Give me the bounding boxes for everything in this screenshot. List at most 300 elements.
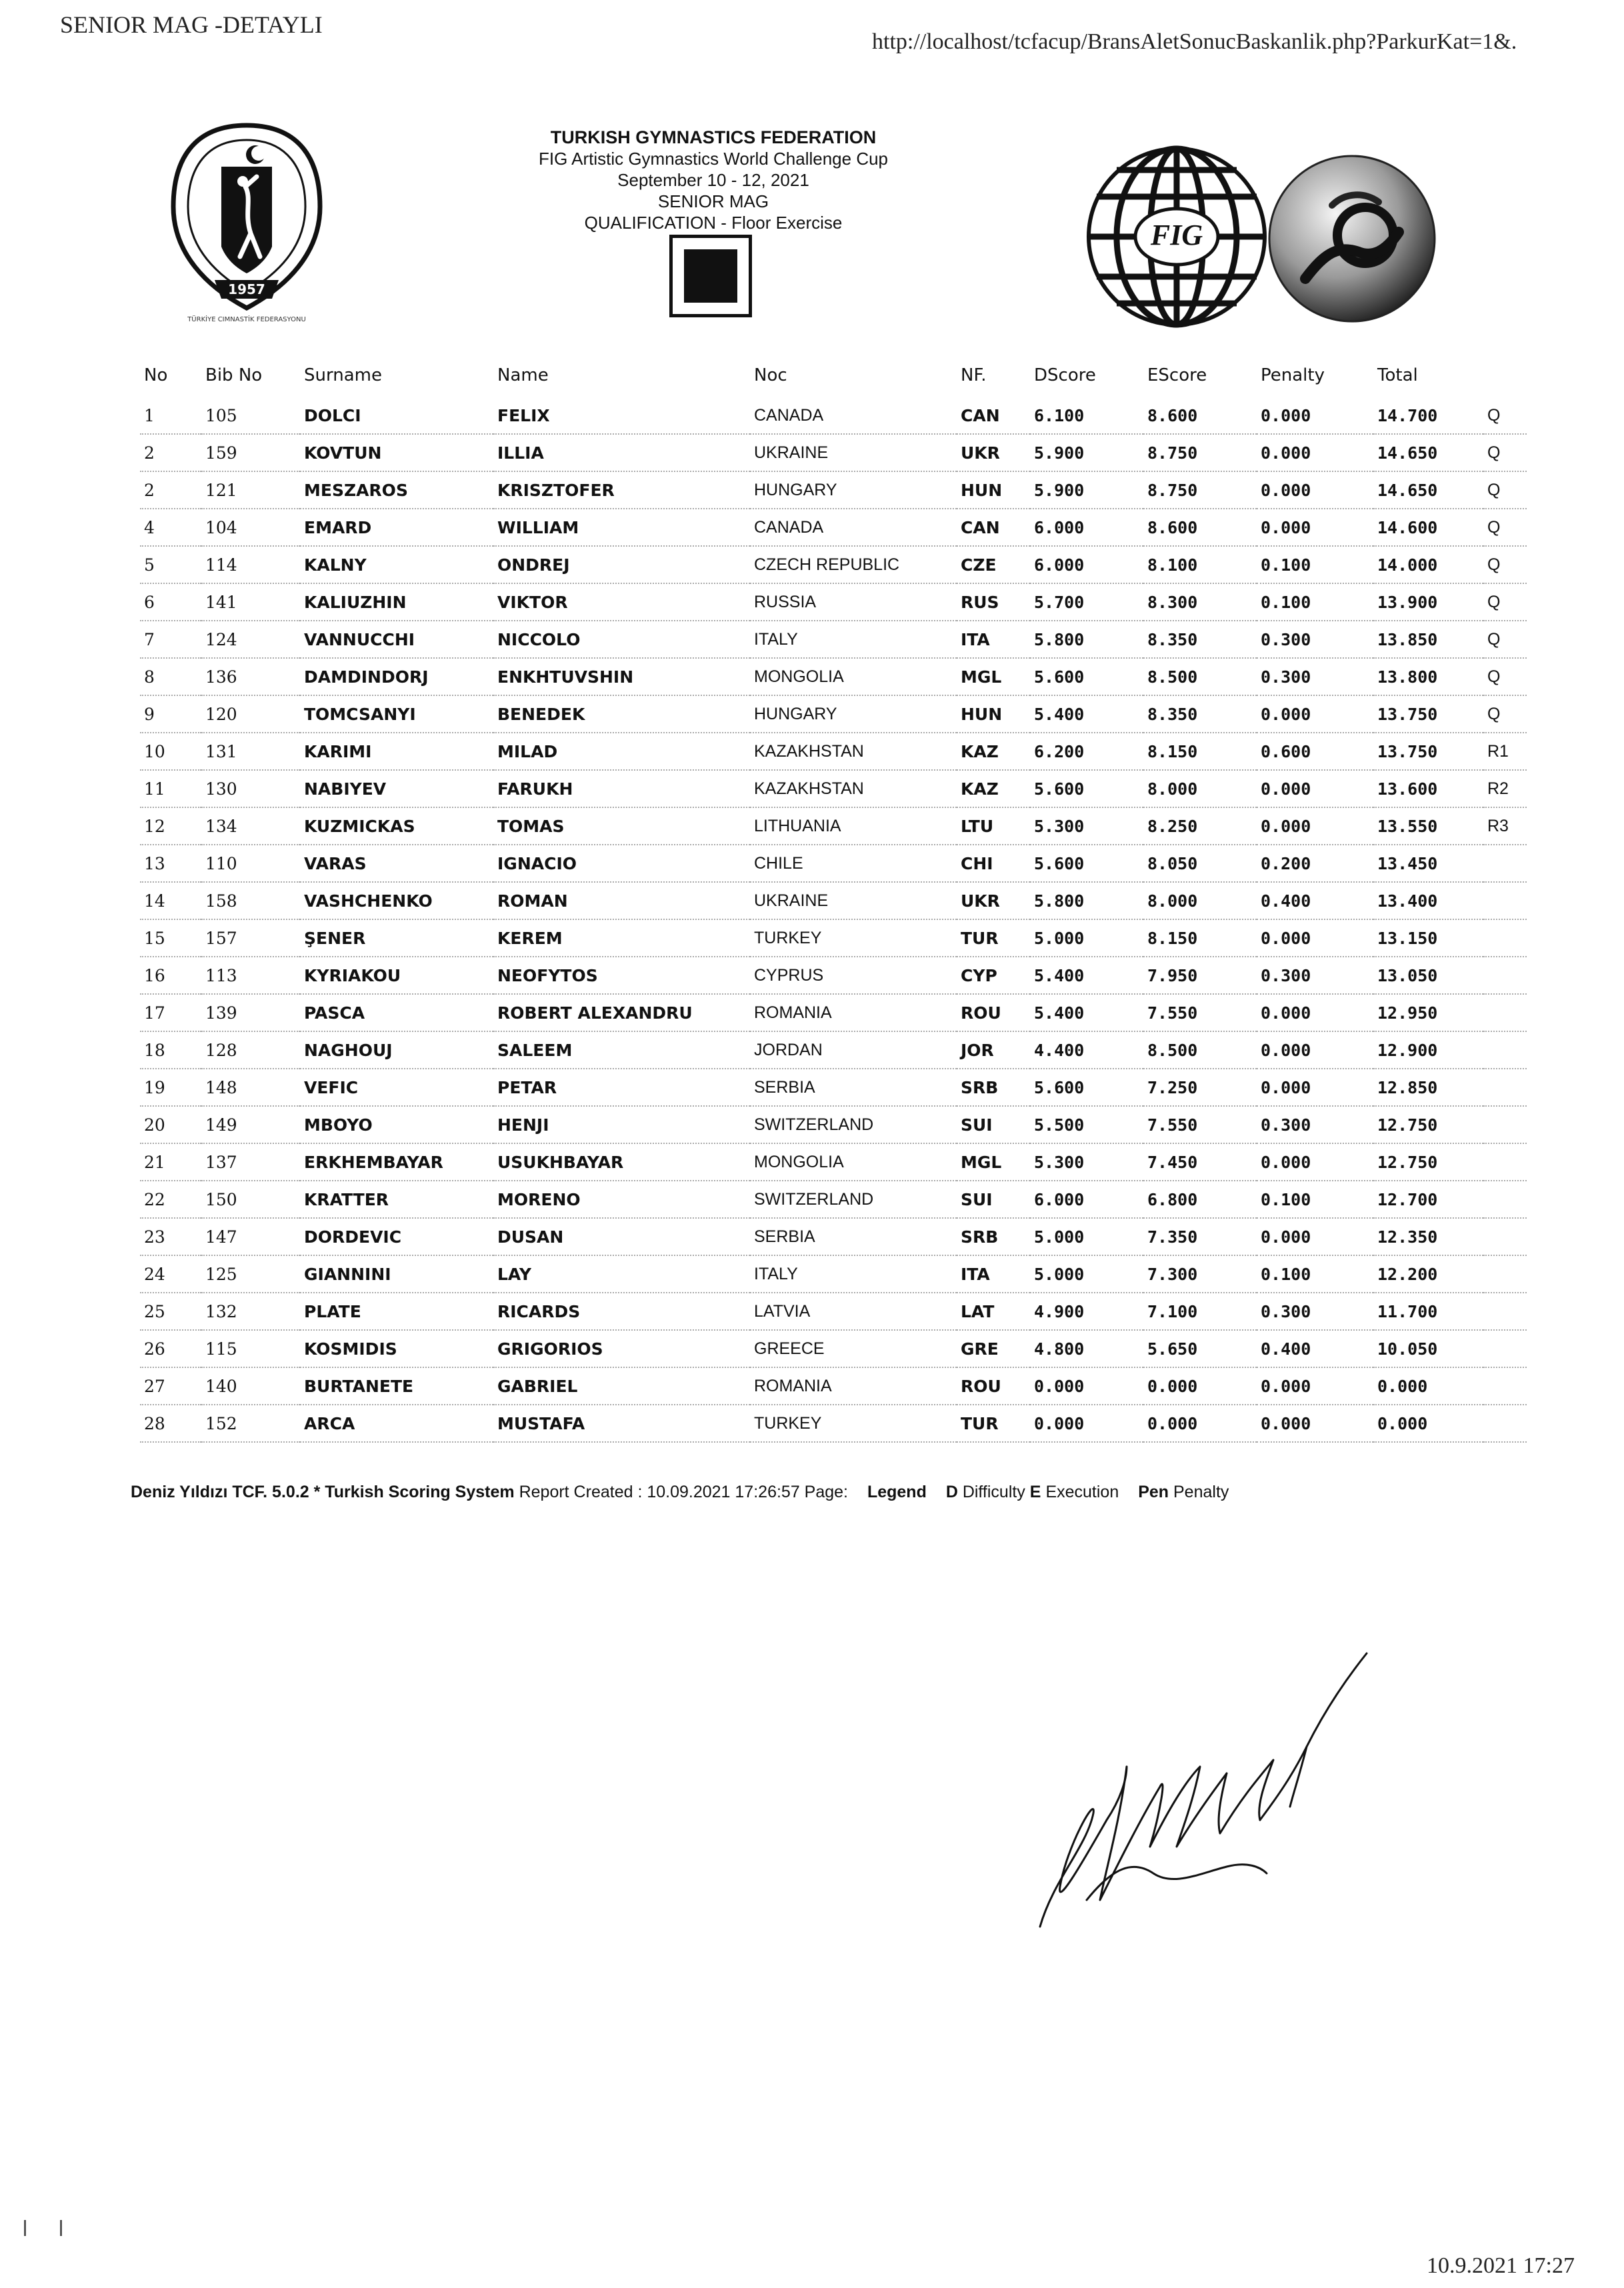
penalty-cell: 0.000	[1257, 434, 1373, 471]
legend-pen-text: Penalty	[1173, 1483, 1229, 1501]
surname-cell: BURTANETE	[300, 1367, 493, 1405]
dscore-cell: 6.000	[1030, 509, 1143, 546]
name-cell: NICCOLO	[493, 621, 750, 658]
rank-cell: 6	[140, 583, 201, 621]
dscore-cell: 5.000	[1030, 919, 1143, 957]
fig-logo-text: FIG	[1150, 219, 1203, 251]
margin-mark	[24, 2220, 26, 2236]
name-cell: VIKTOR	[493, 583, 750, 621]
surname-cell: VEFIC	[300, 1069, 493, 1106]
phase: QUALIFICATION - Floor Exercise	[584, 213, 843, 233]
qualification-cell: R1	[1483, 733, 1527, 770]
name-cell: SALEEM	[493, 1031, 750, 1069]
qualification-cell: Q	[1483, 471, 1527, 509]
dscore-cell: 4.900	[1030, 1293, 1143, 1330]
surname-cell: PLATE	[300, 1293, 493, 1330]
total-cell: 10.050	[1373, 1330, 1483, 1367]
rank-cell: 4	[140, 509, 201, 546]
surname-cell: DAMDINDORJ	[300, 658, 493, 695]
noc-cell: UKRAINE	[750, 434, 957, 471]
penalty-cell: 0.300	[1257, 957, 1373, 994]
escore-cell: 8.150	[1143, 733, 1257, 770]
dscore-cell: 5.600	[1030, 770, 1143, 807]
surname-cell: DORDEVIC	[300, 1218, 493, 1255]
name-cell: MORENO	[493, 1181, 750, 1218]
table-row	[140, 1293, 1527, 1330]
bib-cell: 137	[201, 1143, 300, 1181]
dscore-cell: 5.600	[1030, 1069, 1143, 1106]
noc-cell: JORDAN	[750, 1031, 957, 1069]
qualification-cell	[1483, 1106, 1527, 1143]
name-cell: FELIX	[493, 397, 750, 434]
name-cell: DUSAN	[493, 1218, 750, 1255]
qualification-cell	[1483, 1367, 1527, 1405]
table-row	[140, 1330, 1527, 1367]
total-cell: 12.750	[1373, 1106, 1483, 1143]
nf-cell: MGL	[957, 658, 1030, 695]
nf-cell: HUN	[957, 695, 1030, 733]
nf-cell: HUN	[957, 471, 1030, 509]
rank-cell: 25	[140, 1293, 201, 1330]
name-cell: MUSTAFA	[493, 1405, 750, 1442]
legend-d-text: Difficulty	[962, 1483, 1025, 1501]
nf-cell: SUI	[957, 1181, 1030, 1218]
surname-cell: ARCA	[300, 1405, 493, 1442]
bib-cell: 105	[201, 397, 300, 434]
dscore-cell: 0.000	[1030, 1405, 1143, 1442]
nf-cell: ITA	[957, 621, 1030, 658]
nf-cell: UKR	[957, 434, 1030, 471]
qualification-cell	[1483, 994, 1527, 1031]
noc-cell: SERBIA	[750, 1218, 957, 1255]
logo-year: 1957	[228, 281, 265, 297]
dscore-cell: 0.000	[1030, 1367, 1143, 1405]
rank-cell: 23	[140, 1218, 201, 1255]
penalty-cell: 0.300	[1257, 1106, 1373, 1143]
noc-cell: SERBIA	[750, 1069, 957, 1106]
rank-cell: 20	[140, 1106, 201, 1143]
print-timestamp: 10.9.2021 17:27	[1427, 2253, 1575, 2278]
column-header: No	[144, 365, 168, 385]
rank-cell: 24	[140, 1255, 201, 1293]
bib-cell: 125	[201, 1255, 300, 1293]
table-row	[140, 695, 1527, 733]
qualification-cell: Q	[1483, 546, 1527, 583]
total-cell: 11.700	[1373, 1293, 1483, 1330]
table-row	[140, 770, 1527, 807]
nf-cell: JOR	[957, 1031, 1030, 1069]
surname-cell: TOMCSANYI	[300, 695, 493, 733]
nf-cell: KAZ	[957, 733, 1030, 770]
bib-cell: 134	[201, 807, 300, 845]
rank-cell: 5	[140, 546, 201, 583]
penalty-cell: 0.000	[1257, 919, 1373, 957]
penalty-cell: 0.000	[1257, 1069, 1373, 1106]
table-row	[140, 1031, 1527, 1069]
name-cell: RICARDS	[493, 1293, 750, 1330]
bib-cell: 120	[201, 695, 300, 733]
penalty-cell: 0.000	[1257, 1031, 1373, 1069]
table-row	[140, 658, 1527, 695]
penalty-cell: 0.400	[1257, 882, 1373, 919]
noc-cell: LATVIA	[750, 1293, 957, 1330]
qualification-cell: Q	[1483, 658, 1527, 695]
escore-cell: 5.650	[1143, 1330, 1257, 1367]
dscore-cell: 5.600	[1030, 845, 1143, 882]
table-row	[140, 1143, 1527, 1181]
qualification-cell: Q	[1483, 621, 1527, 658]
table-row	[140, 1367, 1527, 1405]
report-header	[513, 127, 913, 233]
dscore-cell: 5.400	[1030, 957, 1143, 994]
rank-cell: 13	[140, 845, 201, 882]
escore-cell: 8.100	[1143, 546, 1257, 583]
logo-ring-text: TÜRKİYE CIMNASTİK FEDERASYONU	[187, 316, 306, 323]
name-cell: BENEDEK	[493, 695, 750, 733]
name-cell: WILLIAM	[493, 509, 750, 546]
federation-name: TURKISH GYMNASTICS FEDERATION	[550, 127, 877, 147]
escore-cell: 7.550	[1143, 1106, 1257, 1143]
penalty-cell: 0.000	[1257, 1405, 1373, 1442]
noc-cell: CZECH REPUBLIC	[750, 546, 957, 583]
noc-cell: ITALY	[750, 621, 957, 658]
rank-cell: 28	[140, 1405, 201, 1442]
rank-cell: 12	[140, 807, 201, 845]
rank-cell: 8	[140, 658, 201, 695]
escore-cell: 7.350	[1143, 1218, 1257, 1255]
escore-cell: 8.500	[1143, 658, 1257, 695]
rank-cell: 27	[140, 1367, 201, 1405]
event-dates: September 10 - 12, 2021	[617, 170, 809, 190]
surname-cell: PASCA	[300, 994, 493, 1031]
noc-cell: HUNGARY	[750, 695, 957, 733]
escore-cell: 8.000	[1143, 770, 1257, 807]
dscore-cell: 5.700	[1030, 583, 1143, 621]
total-cell: 14.700	[1373, 397, 1483, 434]
report-created: Report Created : 10.09.2021 17:26:57 Page:	[519, 1483, 848, 1501]
rank-cell: 14	[140, 882, 201, 919]
escore-cell: 7.950	[1143, 957, 1257, 994]
signature-graphic	[1027, 1647, 1387, 1940]
column-header: Surname	[304, 365, 382, 385]
dscore-cell: 5.800	[1030, 882, 1143, 919]
table-body	[140, 397, 1527, 1442]
penalty-cell: 0.000	[1257, 1367, 1373, 1405]
bib-cell: 104	[201, 509, 300, 546]
surname-cell: KOSMIDIS	[300, 1330, 493, 1367]
surname-cell: EMARD	[300, 509, 493, 546]
total-cell: 13.150	[1373, 919, 1483, 957]
noc-cell: SWITZERLAND	[750, 1106, 957, 1143]
rank-cell: 2	[140, 471, 201, 509]
column-header: EScore	[1147, 365, 1207, 385]
escore-cell: 7.100	[1143, 1293, 1257, 1330]
bib-cell: 115	[201, 1330, 300, 1367]
qualification-cell: R3	[1483, 807, 1527, 845]
total-cell: 13.600	[1373, 770, 1483, 807]
penalty-cell: 0.000	[1257, 471, 1373, 509]
rank-cell: 18	[140, 1031, 201, 1069]
name-cell: NEOFYTOS	[493, 957, 750, 994]
report-footer	[131, 1483, 1229, 1502]
penalty-cell: 0.000	[1257, 397, 1373, 434]
noc-cell: KAZAKHSTAN	[750, 770, 957, 807]
total-cell: 14.650	[1373, 471, 1483, 509]
penalty-cell: 0.400	[1257, 1330, 1373, 1367]
total-cell: 12.700	[1373, 1181, 1483, 1218]
dscore-cell: 5.900	[1030, 434, 1143, 471]
qualification-cell: Q	[1483, 434, 1527, 471]
penalty-cell: 0.100	[1257, 583, 1373, 621]
penalty-cell: 0.100	[1257, 1181, 1373, 1218]
rank-cell: 10	[140, 733, 201, 770]
escore-cell: 8.600	[1143, 397, 1257, 434]
nf-cell: SUI	[957, 1106, 1030, 1143]
noc-cell: KAZAKHSTAN	[750, 733, 957, 770]
escore-cell: 6.800	[1143, 1181, 1257, 1218]
surname-cell: KRATTER	[300, 1181, 493, 1218]
noc-cell: SWITZERLAND	[750, 1181, 957, 1218]
qualification-cell	[1483, 1218, 1527, 1255]
table-row	[140, 807, 1527, 845]
rank-cell: 7	[140, 621, 201, 658]
total-cell: 12.900	[1373, 1031, 1483, 1069]
total-cell: 12.200	[1373, 1255, 1483, 1293]
bib-cell: 139	[201, 994, 300, 1031]
total-cell: 14.600	[1373, 509, 1483, 546]
bib-cell: 124	[201, 621, 300, 658]
noc-cell: ROMANIA	[750, 1367, 957, 1405]
signature	[1027, 1647, 1387, 1943]
surname-cell: KALNY	[300, 546, 493, 583]
penalty-cell: 0.300	[1257, 658, 1373, 695]
name-cell: FARUKH	[493, 770, 750, 807]
column-header: NF.	[961, 365, 987, 385]
dscore-cell: 5.500	[1030, 1106, 1143, 1143]
total-cell: 13.400	[1373, 882, 1483, 919]
name-cell: ONDREJ	[493, 546, 750, 583]
surname-cell: DOLCI	[300, 397, 493, 434]
software-name: Deniz Yıldızı TCF. 5.0.2 * Turkish Scoring System	[131, 1483, 515, 1501]
table-row	[140, 994, 1527, 1031]
column-header: Bib No	[205, 365, 263, 385]
bib-cell: 140	[201, 1367, 300, 1405]
results-table	[140, 353, 1527, 1443]
margin-mark	[60, 2220, 62, 2236]
bib-cell: 157	[201, 919, 300, 957]
qualification-cell	[1483, 1069, 1527, 1106]
nf-cell: CAN	[957, 509, 1030, 546]
table-row	[140, 1069, 1527, 1106]
table-row	[140, 882, 1527, 919]
bib-cell: 121	[201, 471, 300, 509]
table-row	[140, 1106, 1527, 1143]
print-title: SENIOR MAG -DETAYLI	[60, 11, 323, 38]
dscore-cell: 5.400	[1030, 994, 1143, 1031]
table-row	[140, 1181, 1527, 1218]
rank-cell: 21	[140, 1143, 201, 1181]
qualification-cell: R2	[1483, 770, 1527, 807]
total-cell: 14.650	[1373, 434, 1483, 471]
bib-cell: 114	[201, 546, 300, 583]
noc-cell: CHILE	[750, 845, 957, 882]
total-cell: 13.850	[1373, 621, 1483, 658]
table-row	[140, 546, 1527, 583]
total-cell: 12.950	[1373, 994, 1483, 1031]
noc-cell: MONGOLIA	[750, 1143, 957, 1181]
qualification-cell	[1483, 1293, 1527, 1330]
surname-cell: GIANNINI	[300, 1255, 493, 1293]
total-cell: 13.900	[1373, 583, 1483, 621]
rank-cell: 2	[140, 434, 201, 471]
escore-cell: 8.250	[1143, 807, 1257, 845]
qualification-cell	[1483, 1330, 1527, 1367]
qualification-cell	[1483, 919, 1527, 957]
qualification-cell: Q	[1483, 509, 1527, 546]
penalty-cell: 0.000	[1257, 807, 1373, 845]
escore-cell: 8.050	[1143, 845, 1257, 882]
rank-cell: 11	[140, 770, 201, 807]
escore-cell: 8.600	[1143, 509, 1257, 546]
penalty-cell: 0.100	[1257, 1255, 1373, 1293]
escore-cell: 7.450	[1143, 1143, 1257, 1181]
noc-cell: ROMANIA	[750, 994, 957, 1031]
escore-cell: 8.500	[1143, 1031, 1257, 1069]
nf-cell: SRB	[957, 1069, 1030, 1106]
escore-cell: 8.150	[1143, 919, 1257, 957]
rank-cell: 22	[140, 1181, 201, 1218]
legend-label: Legend	[867, 1483, 927, 1501]
qualification-cell	[1483, 1255, 1527, 1293]
penalty-cell: 0.300	[1257, 1293, 1373, 1330]
escore-cell: 8.750	[1143, 434, 1257, 471]
nf-cell: MGL	[957, 1143, 1030, 1181]
rank-cell: 1	[140, 397, 201, 434]
noc-cell: LITHUANIA	[750, 807, 957, 845]
surname-cell: VASHCHENKO	[300, 882, 493, 919]
total-cell: 12.850	[1373, 1069, 1483, 1106]
escore-cell: 7.550	[1143, 994, 1257, 1031]
column-header: Penalty	[1261, 365, 1325, 385]
qualification-cell: Q	[1483, 397, 1527, 434]
qualification-cell: Q	[1483, 583, 1527, 621]
penalty-cell: 0.300	[1257, 621, 1373, 658]
name-cell: MILAD	[493, 733, 750, 770]
escore-cell: 7.300	[1143, 1255, 1257, 1293]
dscore-cell: 5.900	[1030, 471, 1143, 509]
column-header: Name	[497, 365, 549, 385]
dscore-cell: 5.000	[1030, 1218, 1143, 1255]
noc-cell: RUSSIA	[750, 583, 957, 621]
qualification-cell	[1483, 845, 1527, 882]
name-cell: IGNACIO	[493, 845, 750, 882]
name-cell: HENJI	[493, 1106, 750, 1143]
dscore-cell: 6.000	[1030, 546, 1143, 583]
noc-cell: HUNGARY	[750, 471, 957, 509]
name-cell: LAY	[493, 1255, 750, 1293]
nf-cell: TUR	[957, 919, 1030, 957]
bib-cell: 159	[201, 434, 300, 471]
noc-cell: CYPRUS	[750, 957, 957, 994]
dscore-cell: 6.100	[1030, 397, 1143, 434]
dscore-cell: 5.800	[1030, 621, 1143, 658]
bib-cell: 147	[201, 1218, 300, 1255]
column-header: Total	[1377, 365, 1418, 385]
dscore-cell: 4.800	[1030, 1330, 1143, 1367]
surname-cell: MESZAROS	[300, 471, 493, 509]
table-row	[140, 509, 1527, 546]
name-cell: KRISZTOFER	[493, 471, 750, 509]
noc-cell: CANADA	[750, 509, 957, 546]
bib-cell: 113	[201, 957, 300, 994]
name-cell: ROMAN	[493, 882, 750, 919]
surname-cell: MBOYO	[300, 1106, 493, 1143]
event-name: FIG Artistic Gymnastics World Challenge Cup	[538, 149, 889, 169]
dscore-cell: 6.000	[1030, 1181, 1143, 1218]
bib-cell: 110	[201, 845, 300, 882]
surname-cell: KALIUZHIN	[300, 583, 493, 621]
column-header-qualification	[1483, 353, 1527, 397]
total-cell: 0.000	[1373, 1405, 1483, 1442]
surname-cell: ERKHEMBAYAR	[300, 1143, 493, 1181]
total-cell: 12.750	[1373, 1143, 1483, 1181]
column-header: Noc	[754, 365, 787, 385]
nf-cell: UKR	[957, 882, 1030, 919]
penalty-cell: 0.200	[1257, 845, 1373, 882]
nf-cell: CYP	[957, 957, 1030, 994]
bib-cell: 128	[201, 1031, 300, 1069]
total-cell: 13.450	[1373, 845, 1483, 882]
escore-cell: 8.750	[1143, 471, 1257, 509]
legend-d-key: D	[945, 1483, 958, 1501]
surname-cell: KUZMICKAS	[300, 807, 493, 845]
bib-cell: 152	[201, 1405, 300, 1442]
noc-cell: TURKEY	[750, 919, 957, 957]
qualification-cell	[1483, 1405, 1527, 1442]
dscore-cell: 4.400	[1030, 1031, 1143, 1069]
name-cell: PETAR	[493, 1069, 750, 1106]
bib-cell: 130	[201, 770, 300, 807]
nf-cell: ROU	[957, 1367, 1030, 1405]
nf-cell: LTU	[957, 807, 1030, 845]
table-row	[140, 583, 1527, 621]
qualification-cell	[1483, 957, 1527, 994]
nf-cell: LAT	[957, 1293, 1030, 1330]
table-row	[140, 1405, 1527, 1442]
nf-cell: CAN	[957, 397, 1030, 434]
escore-cell: 0.000	[1143, 1367, 1257, 1405]
escore-cell: 8.000	[1143, 882, 1257, 919]
dscore-cell: 5.300	[1030, 1143, 1143, 1181]
table-row	[140, 845, 1527, 882]
table-row	[140, 1255, 1527, 1293]
qualification-cell	[1483, 1181, 1527, 1218]
rank-cell: 9	[140, 695, 201, 733]
rank-cell: 17	[140, 994, 201, 1031]
penalty-cell: 0.000	[1257, 1143, 1373, 1181]
escore-cell: 8.300	[1143, 583, 1257, 621]
table-row	[140, 471, 1527, 509]
qualification-cell	[1483, 1031, 1527, 1069]
surname-cell: NAGHOUJ	[300, 1031, 493, 1069]
total-cell: 13.750	[1373, 695, 1483, 733]
name-cell: GRIGORIOS	[493, 1330, 750, 1367]
surname-cell: ŞENER	[300, 919, 493, 957]
surname-cell: KARIMI	[300, 733, 493, 770]
table-row	[140, 397, 1527, 434]
nf-cell: RUS	[957, 583, 1030, 621]
gymnast-emblem	[1265, 152, 1439, 328]
